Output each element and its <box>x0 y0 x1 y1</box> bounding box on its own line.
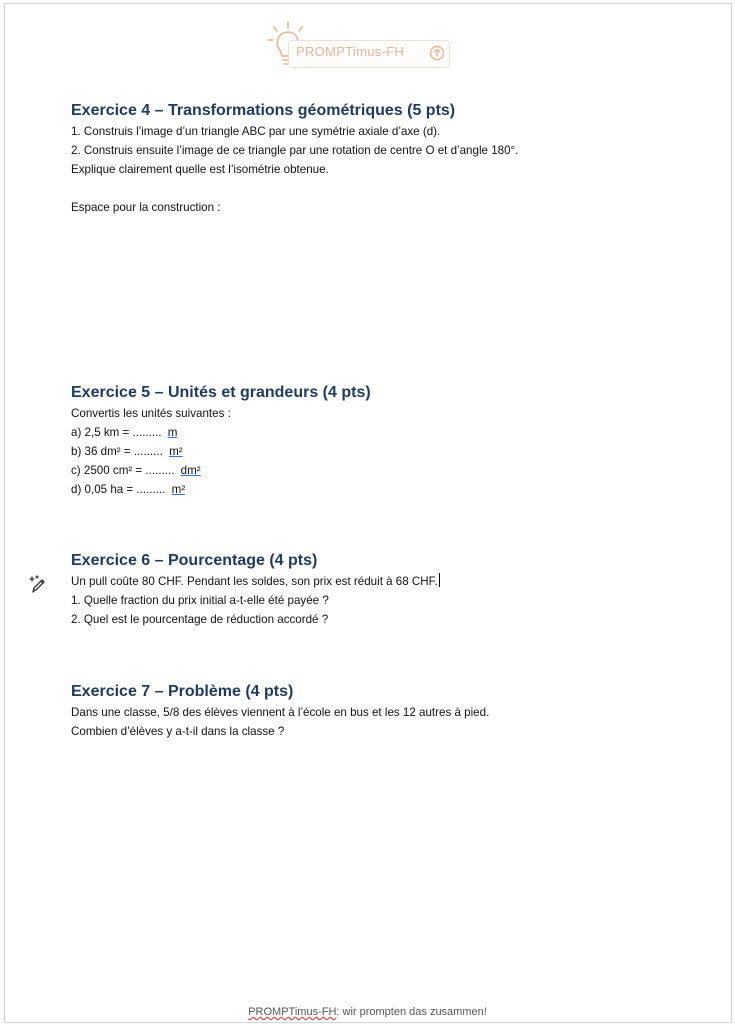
logo-text: PROMPTimus-FH <box>296 44 405 59</box>
conversion-unit: m² <box>169 445 183 458</box>
construction-space-label: Espace pour la construction : <box>71 201 221 214</box>
exercise-line: 2. Construis ensuite l’image de ce triangle par une rotation de centre O et d’angle 180°. <box>71 144 519 157</box>
exercise-line: Combien d’élèves y a-t-il dans la classe ? <box>71 725 285 738</box>
conversion-line <box>71 442 671 461</box>
conversion-line <box>71 461 671 480</box>
footer-text: : wir prompten das zusammen! <box>336 1006 487 1018</box>
exercise-line: Un pull coûte 80 CHF. Pendant les soldes, son prix est réduit à 68 CHF. <box>71 575 438 588</box>
conversion-text: b) 36 dm² = ......... <box>71 445 163 458</box>
exercise-4 <box>71 100 671 217</box>
text-cursor <box>439 573 440 587</box>
page-footer <box>0 1006 735 1018</box>
footer-brand: PROMPTimus-FH <box>248 1006 337 1018</box>
exercise-intro: Convertis les unités suivantes : <box>71 407 231 420</box>
exercise-7 <box>71 681 671 741</box>
exercise-6 <box>71 550 671 629</box>
exercise-line: Dans une classe, 5/8 des élèves viennent à l’école en bus et les 12 autres à pied. <box>71 706 490 719</box>
upload-icon <box>429 45 445 61</box>
conversion-line <box>71 423 671 442</box>
exercise-line <box>71 179 671 198</box>
exercise-line: Explique clairement quelle est l’isométrie obtenue. <box>71 163 329 176</box>
conversion-unit: m <box>167 426 178 439</box>
conversion-unit: m² <box>171 483 186 496</box>
exercise-line: 1. Construis l’image d’un triangle ABC par une symétrie axiale d’axe (d). <box>71 125 441 138</box>
exercise-title: Exercice 5 – Unités et grandeurs (4 pts) <box>71 384 371 401</box>
exercise-5 <box>71 382 671 499</box>
exercise-line: 2. Quel est le pourcentage de réduction accordé ? <box>71 613 329 626</box>
exercise-title: Exercice 4 – Transformations géométriques (5 pts) <box>71 102 456 119</box>
header-logo <box>264 20 454 70</box>
conversion-text: a) 2,5 km = ......... <box>71 426 162 439</box>
exercise-title: Exercice 6 – Pourcentage (4 pts) <box>71 552 318 569</box>
conversion-text: c) 2500 cm² = ......... <box>71 464 175 477</box>
conversion-line <box>71 480 671 499</box>
exercise-title: Exercice 7 – Problème (4 pts) <box>71 683 294 700</box>
conversion-unit: dm² <box>180 464 201 477</box>
conversion-text: d) 0,05 ha = ......... <box>71 483 166 496</box>
exercise-line: 1. Quelle fraction du prix initial a-t-elle été payée ? <box>71 594 329 607</box>
ai-pen-icon[interactable] <box>29 574 49 594</box>
exercise-line-with-cursor[interactable] <box>71 572 671 591</box>
